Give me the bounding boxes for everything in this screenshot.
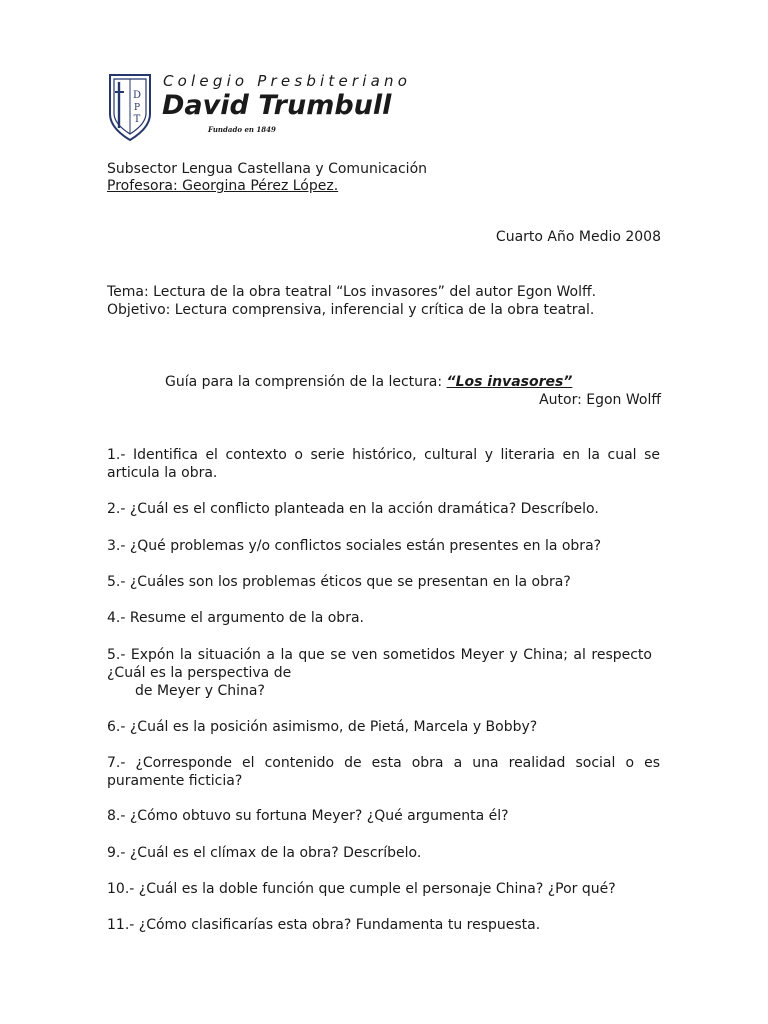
question-item: 10.- ¿Cuál es la doble función que cumple el personaje China? ¿Por qué? (107, 881, 616, 897)
school-name-line2: David Trumbull (162, 90, 392, 121)
tema-line: Tema: Lectura de la obra teatral “Los invasores” del autor Egon Wolff. (107, 284, 597, 300)
objetivo-line: Objetivo: Lectura comprensiva, inferencial y crítica de la obra teatral. (107, 302, 595, 318)
question-item: 2.- ¿Cuál es el conflicto planteada en la acción dramática? Descríbelo. (107, 501, 599, 517)
question-item: 8.- ¿Cómo obtuvo su fortuna Meyer? ¿Qué argumenta él? (107, 808, 509, 824)
question-item: 11.- ¿Cómo clasificarías esta obra? Fundamenta tu respuesta. (107, 917, 541, 933)
guide-title (165, 373, 572, 391)
guide-author: Autor: Egon Wolff (539, 392, 661, 408)
school-crest-logo (107, 72, 153, 142)
question-item-continuation: de Meyer y China? (135, 683, 265, 699)
question-item: 5.- ¿Cuáles son los problemas éticos que se presentan en la obra? (107, 574, 571, 590)
question-item: 4.- Resume el argumento de la obra. (107, 610, 364, 626)
question-item: 7.- ¿Corresponde el contenido de esta obra a una realidad social o es puramente ficticia? (107, 755, 660, 789)
guide-title-prefix: Guía para la comprensión de la lectura: (165, 374, 447, 390)
question-item: 5.- Expón la situación a la que se ven sometidos Meyer y China; al respecto ¿Cuál es la perspectiva de (107, 647, 652, 681)
school-name-line1: Colegio Presbiteriano (163, 72, 412, 90)
teacher-line: Profesora: Georgina Pérez López. (107, 178, 339, 194)
guide-work-title: “Los invasores” (446, 374, 573, 390)
question-item: 3.- ¿Qué problemas y/o conflictos sociales están presentes en la obra? (107, 538, 602, 554)
crest-letter-t: T (133, 114, 141, 125)
grade-year: Cuarto Año Medio 2008 (495, 229, 661, 245)
subsector-line: Subsector Lengua Castellana y Comunicación (107, 161, 428, 177)
question-item: 1.- Identifica el contexto o serie histórico, cultural y literaria en la cual se articula la obra. (107, 447, 660, 481)
founded-note: Fundado en 1849 (208, 125, 276, 134)
crest-letter-d: D (132, 90, 142, 101)
crest-letter-p: P (133, 103, 141, 113)
school-header (107, 70, 427, 144)
question-item: 6.- ¿Cuál es la posición asimismo, de Pietá, Marcela y Bobby? (107, 719, 538, 735)
question-item: 9.- ¿Cuál es el clímax de la obra? Descríbelo. (107, 845, 422, 861)
